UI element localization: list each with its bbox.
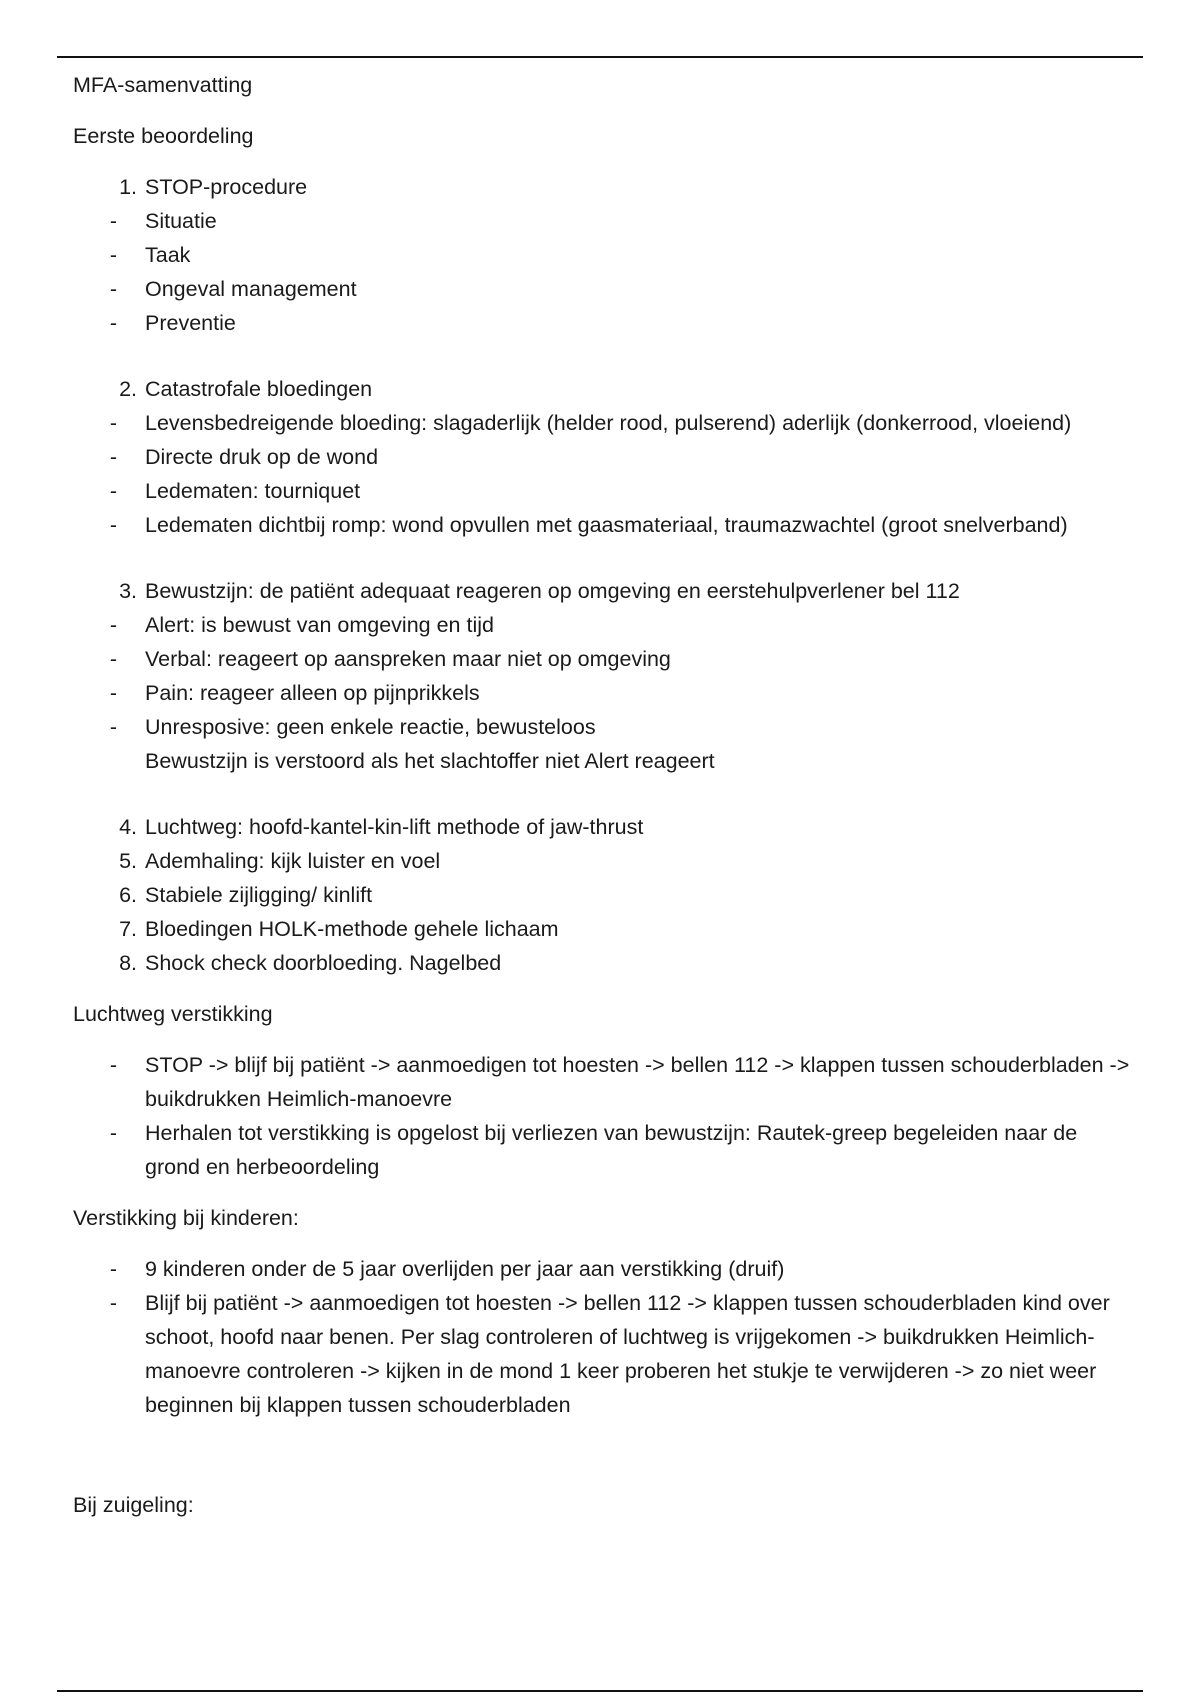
list-number: 4. [119,815,137,839]
list-item-text: Bloedingen HOLK-methode gehele lichaam [145,917,559,941]
dash-bullet: - [109,1121,117,1145]
numbered-item [73,912,1133,946]
bullet-item [73,1252,1133,1286]
heading-bij-zuigeling: Bij zuigeling: [73,1493,194,1517]
numbered-item [73,372,1133,406]
dash-bullet: - [109,243,117,267]
list-item-text: Catastrofale bloedingen [145,377,373,401]
dash-bullet: - [109,715,117,739]
dash-bullet: - [109,209,117,233]
bullet-text: Situatie [145,209,217,233]
list-number: 7. [119,917,137,941]
dash-bullet: - [109,647,117,671]
doc-title: MFA-samenvatting [73,73,253,97]
list-number: 6. [119,883,137,907]
bullet-text: 9 kinderen onder de 5 jaar overlijden per jaar aan verstikking (druif) [145,1257,785,1281]
bullet-item [73,642,1133,676]
bullet-item [73,440,1133,474]
bullet-item [73,508,1133,542]
bullet-item [73,204,1133,238]
bullet-text: Levensbedreigende bloeding: slagaderlijk (helder rood, pulserend) aderlijk (donkerrood, vloeiend) [145,411,1072,435]
numbered-item [73,946,1133,980]
numbered-item [73,844,1133,878]
bullet-item [73,238,1133,272]
heading-verstikking-kinderen: Verstikking bij kinderen: [73,1206,299,1230]
list-item-text: Stabiele zijligging/ kinlift [145,883,373,907]
list-item-text: Ademhaling: kijk luister en voel [145,849,441,873]
numbered-item [73,574,1133,608]
numbered-item [73,170,1133,204]
bullet-item [73,1286,1133,1422]
bullet-text: Ledematen dichtbij romp: wond opvullen met gaasmateriaal, traumazwachtel (groot snelverband) [145,513,1068,537]
list-number: 8. [119,951,137,975]
bullet-item [73,474,1133,508]
bullet-item [73,608,1133,642]
list-item-text: STOP-procedure [145,175,308,199]
bullet-text: Herhalen tot verstikking is opgelost bij verliezen van bewustzijn: Rautek-greep begeleiden naar de grond en herbeoordeling [145,1121,1078,1179]
list-number: 5. [119,849,137,873]
dash-bullet: - [109,681,117,705]
list-number: 1. [119,175,137,199]
bullet-text: Taak [145,243,191,267]
dash-bullet: - [109,1053,117,1077]
bullet-continuation-note: Bewustzijn is verstoord als het slachtoffer niet Alert reageert [145,749,715,773]
bullet-text: Ledematen: tourniquet [145,479,361,503]
bullet-text: Blijf bij patiënt -> aanmoedigen tot hoesten -> bellen 112 -> klappen tussen schouderbladen kind over schoot, hoofd naar benen. Per slag controleren of luchtweg is vrijgekomen -> buikdrukken Heimlich-manoevre controleren -> kijken in de mond 1 keer proberen het stukje te verwijderen -> zo niet weer beginnen bij klappen tussen schouderbladen [145,1291,1110,1417]
list-number: 3. [119,579,137,603]
document-page [73,68,1133,1522]
bullet-item [73,676,1133,710]
numbered-item [73,878,1133,912]
list-item-text: Bewustzijn: de patiënt adequaat reageren op omgeving en eerstehulpverlener bel 112 [145,579,960,603]
dash-bullet: - [109,311,117,335]
dash-bullet: - [109,277,117,301]
dash-bullet: - [109,1291,117,1315]
bullet-text: Alert: is bewust van omgeving en tijd [145,613,494,637]
bullet-text: Verbal: reageert op aanspreken maar niet op omgeving [145,647,671,671]
bullet-item [73,710,1133,744]
bullet-item [73,1048,1133,1116]
dash-bullet: - [109,479,117,503]
dash-bullet: - [109,1257,117,1281]
dash-bullet: - [109,411,117,435]
bullet-text: Directe druk op de wond [145,445,379,469]
list-item-text: Luchtweg: hoofd-kantel-kin-lift methode of jaw-thrust [145,815,644,839]
bullet-item [73,272,1133,306]
bullet-item [73,306,1133,340]
bullet-text: Unresposive: geen enkele reactie, bewusteloos [145,715,596,739]
bullet-text: STOP -> blijf bij patiënt -> aanmoedigen tot hoesten -> bellen 112 -> klappen tussen schouderbladen -> buikdrukken Heimlich-manoevre [145,1053,1130,1111]
bullet-item [73,1116,1133,1184]
bullet-text: Pain: reageer alleen op pijnprikkels [145,681,480,705]
dash-bullet: - [109,445,117,469]
top-rule [57,56,1143,58]
bottom-rule [57,1690,1143,1692]
bullet-item [73,406,1133,440]
heading-eerste-beoordeling: Eerste beoordeling [73,124,254,148]
list-number: 2. [119,377,137,401]
numbered-item [73,810,1133,844]
dash-bullet: - [109,513,117,537]
list-item-text: Shock check doorbloeding. Nagelbed [145,951,502,975]
heading-luchtweg-verstikking: Luchtweg verstikking [73,1002,273,1026]
dash-bullet: - [109,613,117,637]
bullet-text: Ongeval management [145,277,357,301]
bullet-text: Preventie [145,311,236,335]
